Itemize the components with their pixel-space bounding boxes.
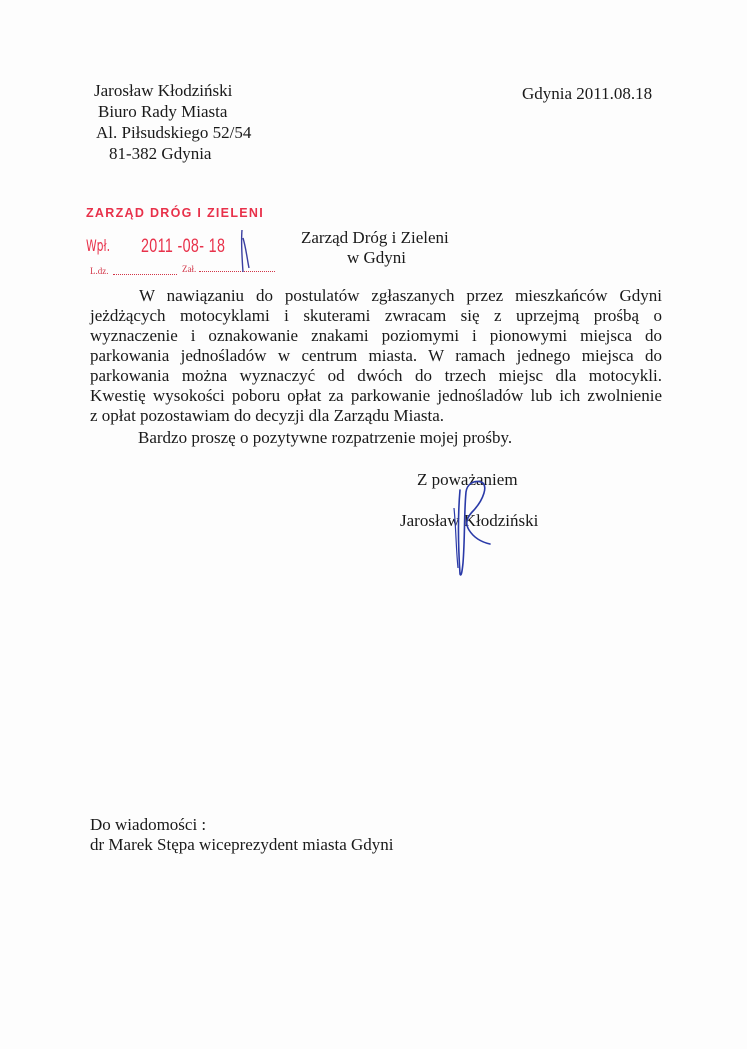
stamp-ldz-dotted-line [113,274,177,275]
sender-office: Biuro Rady Miasta [98,102,228,121]
stamp-received-label: Wpł. [86,236,111,255]
body-line: jeżdżących motocyklami i skuterami zwracam się z uprzejmą prośbą o [90,306,662,325]
sender-name: Jarosław Kłodziński [94,81,233,100]
body-line: parkowania jednośladów w centrum miasta. W ramach jednego miejsca do [90,346,662,365]
cc-recipient: dr Marek Stępa wiceprezydent miasta Gdyni [90,835,394,854]
stamp-zal-label: Zał. [182,264,197,274]
body-line: parkowania można wyznaczyć od dwóch do trzech miejsc dla motocykli. [90,366,662,385]
place-date: Gdynia 2011.08.18 [522,84,653,103]
signatory-name: Jarosław Kłodziński [400,511,539,530]
sender-street: Al. Piłsudskiego 52/54 [96,123,252,142]
regards-text: Z poważaniem [417,470,518,489]
sender-address [94,80,251,164]
closing-request: Bardzo proszę o pozytywne rozpatrzenie mojej prośby. [138,428,513,447]
body-line: W nawiązaniu do postulatów zgłaszanych przez mieszkańców Gdyni [139,286,662,305]
handwritten-signature [448,478,508,583]
stamp-received-date: 2011 -08- 18 [141,236,226,257]
body-line: z opłat pozostawiam do decyzji dla Zarządu Miasta. [90,406,445,425]
recipient-line2: w Gdyni [347,248,407,267]
body-line: wyznaczenie i oznakowanie znakami poziomymi i pionowymi miejsca do [90,326,662,345]
stamp-initials-mark [230,228,280,278]
body-line: Kwestię wysokości poboru opłat za parkowanie jednośladów lub ich zwolnienie [90,386,662,405]
stamp-organization: ZARZĄD DRÓG I ZIELENI [86,206,264,220]
recipient-line1: Zarząd Dróg i Zieleni [301,228,449,247]
stamp-ldz-label: L.dz. [90,266,109,276]
cc-heading: Do wiadomości : [90,815,207,834]
sender-city: 81-382 Gdynia [109,144,212,163]
